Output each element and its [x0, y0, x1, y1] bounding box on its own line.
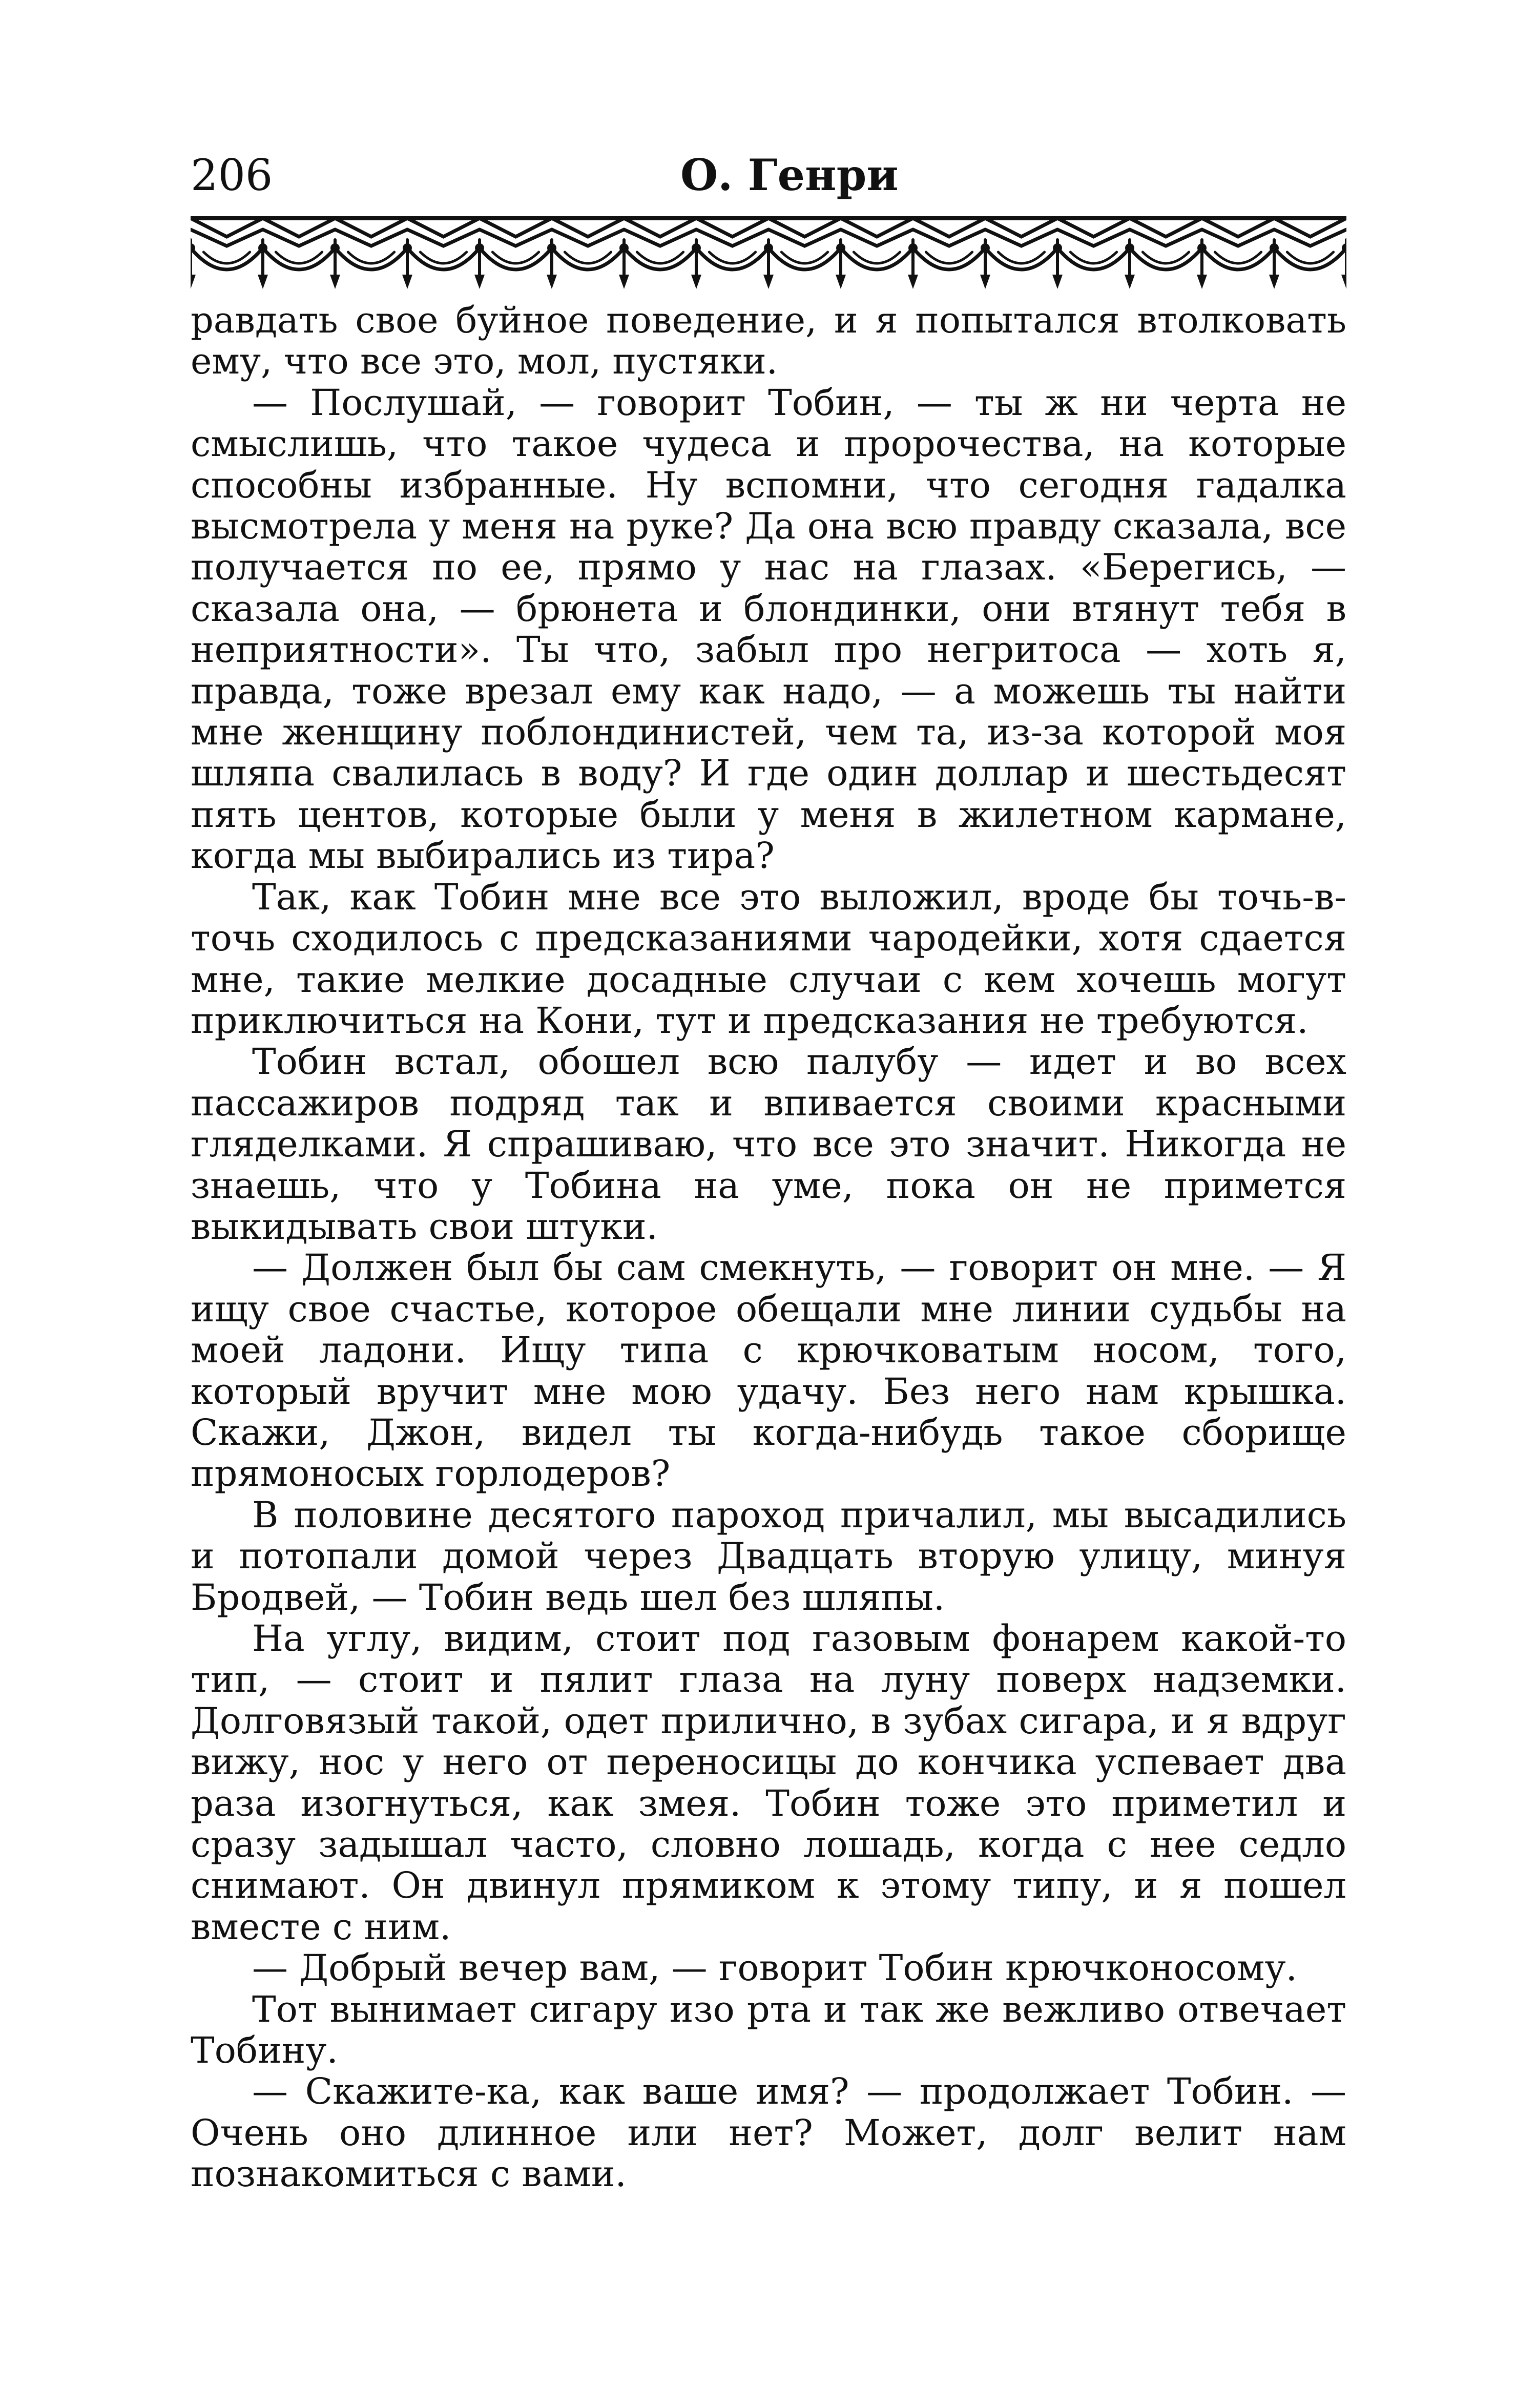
paragraph-6: В половине десятого пароход причалил, мы высадились и потопали домой через Двадцать вторую улицу, минуя Бродвей, — Тобин ведь шел без шляпы. — [191, 1493, 1346, 1618]
paragraph-10: — Скажите-ка, как ваше имя? — продолжает Тобин. — Очень оно длинное или нет? Может, долг велит нам познакомиться с вами. — [191, 2070, 1346, 2195]
paragraph-4: Тобин встал, обошел всю палубу — идет и во всех пассажиров подряд так и впивается своими красными гляделками. Я спрашиваю, что все это значит. Никогда не знаешь, что у Тобина на уме, пока он не примется выкидывать свои штуки. — [191, 1041, 1346, 1248]
paragraph-9: Тот вынимает сигару изо рта и так же вежливо отвечает Тобину. — [191, 1988, 1346, 2072]
paragraph-7: На углу, видим, стоит под газовым фонарем какой-то тип, — стоит и пялит глаза на луну поверх надземки. Долговязый такой, одет прилично, в зубах сигара, и я вдруг вижу, нос у него от переносицы до кончика успевает два раза изогнуться, как змея. Тобин тоже это приметил и сразу задышал часто, словно лошадь, когда с нее седло снимают. Он двинул прямиком к этому типу, и я пошел вместе с ним. — [191, 1617, 1346, 1948]
paragraph-3: Так, как Тобин мне все это выложил, вроде бы точь-в-точь сходилось с предсказаниями чародейки, хотя сдается мне, такие мелкие досадные случаи с кем хочешь могут приключиться на Кони, тут и предсказания не требуются. — [191, 876, 1346, 1042]
paragraph-5: — Должен был бы сам смекнуть, — говорит он мне. — Я ищу свое счастье, которое обещали мне линии судьбы на моей ладони. Ищу типа с крючковатым носом, того, который вручит мне мою удачу. Без него нам крышка. Скажи, Джон, видел ты когда-нибудь такое сборище прямоносых горлодеров? — [191, 1247, 1346, 1495]
paragraph-1: равдать свое буйное поведение, и я попытался втолковать ему, что все это, мол, пустяки. — [191, 299, 1346, 383]
running-title: О. Генри — [680, 150, 899, 200]
text-body — [191, 300, 1346, 2195]
decorative-scallop-border-icon — [191, 214, 1346, 291]
paragraph-8: — Добрый вечер вам, — говорит Тобин крючконосому. — [252, 1947, 1297, 1989]
page-number: 206 — [191, 150, 273, 200]
paragraph-2: — Послушай, — говорит Тобин, — ты ж ни черта не смыслишь, что такое чудеса и пророчества, на которые способны избранные. Ну вспомни, что сегодня гадалка высмотрела у меня на руке? Да она всю правду сказала, все получается по ее, прямо у нас на глазах. «Берегись, — сказала она, — брюнета и блондинки, они втянут тебя в неприятности». Ты что, забыл про негритоса — хоть я, правда, тоже врезал ему как надо, — а можешь ты найти мне женщину поблондинистей, чем та, из-за которой моя шляпа свалилась в воду? И где один доллар и шестьдесят пять центов, которые были у меня в жилетном кармане, когда мы выбирались из тира? — [191, 381, 1346, 877]
